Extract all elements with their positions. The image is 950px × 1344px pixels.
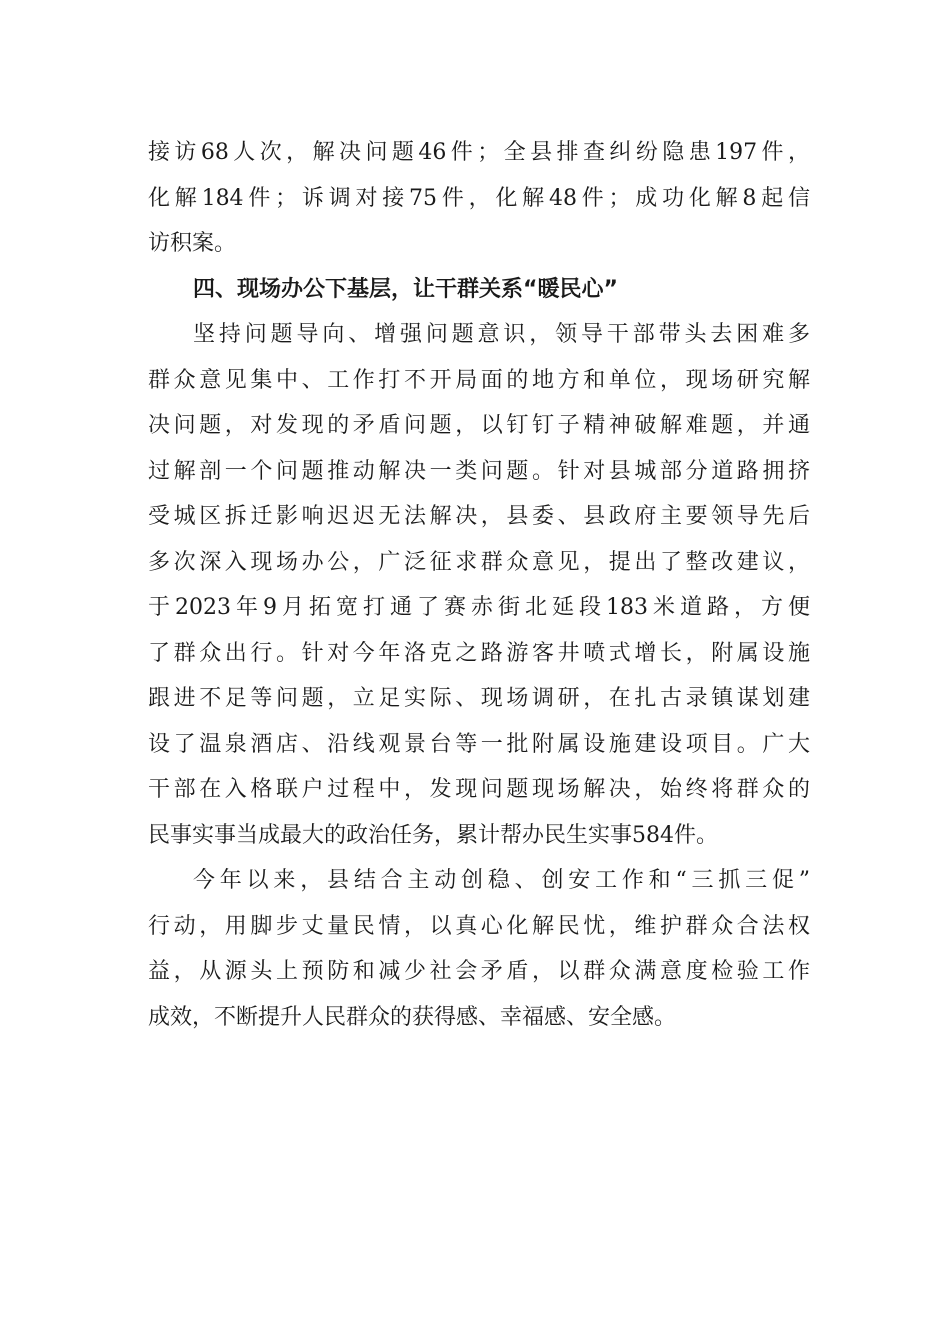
- text-line: 于2023年9月拓宽打通了赛赤街北延段183米道路，方便: [148, 595, 810, 620]
- text-line: 成效，不断提升人民群众的获得感、幸福感、安全感。: [148, 1004, 677, 1030]
- text-line: 了群众出行。针对今年洛克之路游客井喷式增长，附属设施: [148, 640, 810, 666]
- paragraph-2: [148, 312, 810, 858]
- text-line: 坚持问题导向、增强问题意识，领导干部带头去困难多: [193, 322, 810, 347]
- text-line: 跟进不足等问题，立足实际、现场调研，在扎古录镇谋划建: [148, 686, 810, 711]
- text-line: 民事实事当成最大的政治任务，累计帮办民生实事584件。: [148, 822, 718, 848]
- text-line: 接访68人次，解决问题46件；全县排查纠纷隐患197件，: [148, 140, 810, 165]
- text-line: 访积案。: [148, 231, 237, 256]
- paragraph-3: [148, 858, 810, 1040]
- text-line: 受城区拆迁影响迟迟无法解决，县委、县政府主要领导先后: [148, 504, 810, 529]
- section-heading: 四、现场办公下基层，让干群关系“暖民心”: [193, 276, 618, 302]
- text-line: 过解剖一个问题推动解决一类问题。针对县城部分道路拥挤: [148, 458, 810, 484]
- paragraph-1: [148, 130, 810, 267]
- text-line: 设了温泉酒店、沿线观景台等一批附属设施建设项目。广大: [148, 731, 810, 757]
- text-line: 决问题，对发现的矛盾问题，以钉钉子精神破解难题，并通: [148, 413, 810, 438]
- text-line: 多次深入现场办公，广泛征求群众意见，提出了整改建议，: [148, 549, 810, 575]
- text-line: 干部在入格联户过程中，发现问题现场解决，始终将群众的: [148, 777, 810, 802]
- text-line: 行动，用脚步丈量民情，以真心化解民忧，维护群众合法权: [148, 913, 810, 939]
- text-line: 群众意见集中、工作打不开局面的地方和单位，现场研究解: [148, 367, 810, 393]
- text-line: 今年以来，县结合主动创稳、创安工作和“三抓三促”: [193, 868, 810, 893]
- document-body: [148, 130, 810, 1040]
- text-line: 益，从源头上预防和减少社会矛盾，以群众满意度检验工作: [148, 959, 810, 984]
- text-line: 化解184件；诉调对接75件，化解48件；成功化解8起信: [148, 185, 810, 211]
